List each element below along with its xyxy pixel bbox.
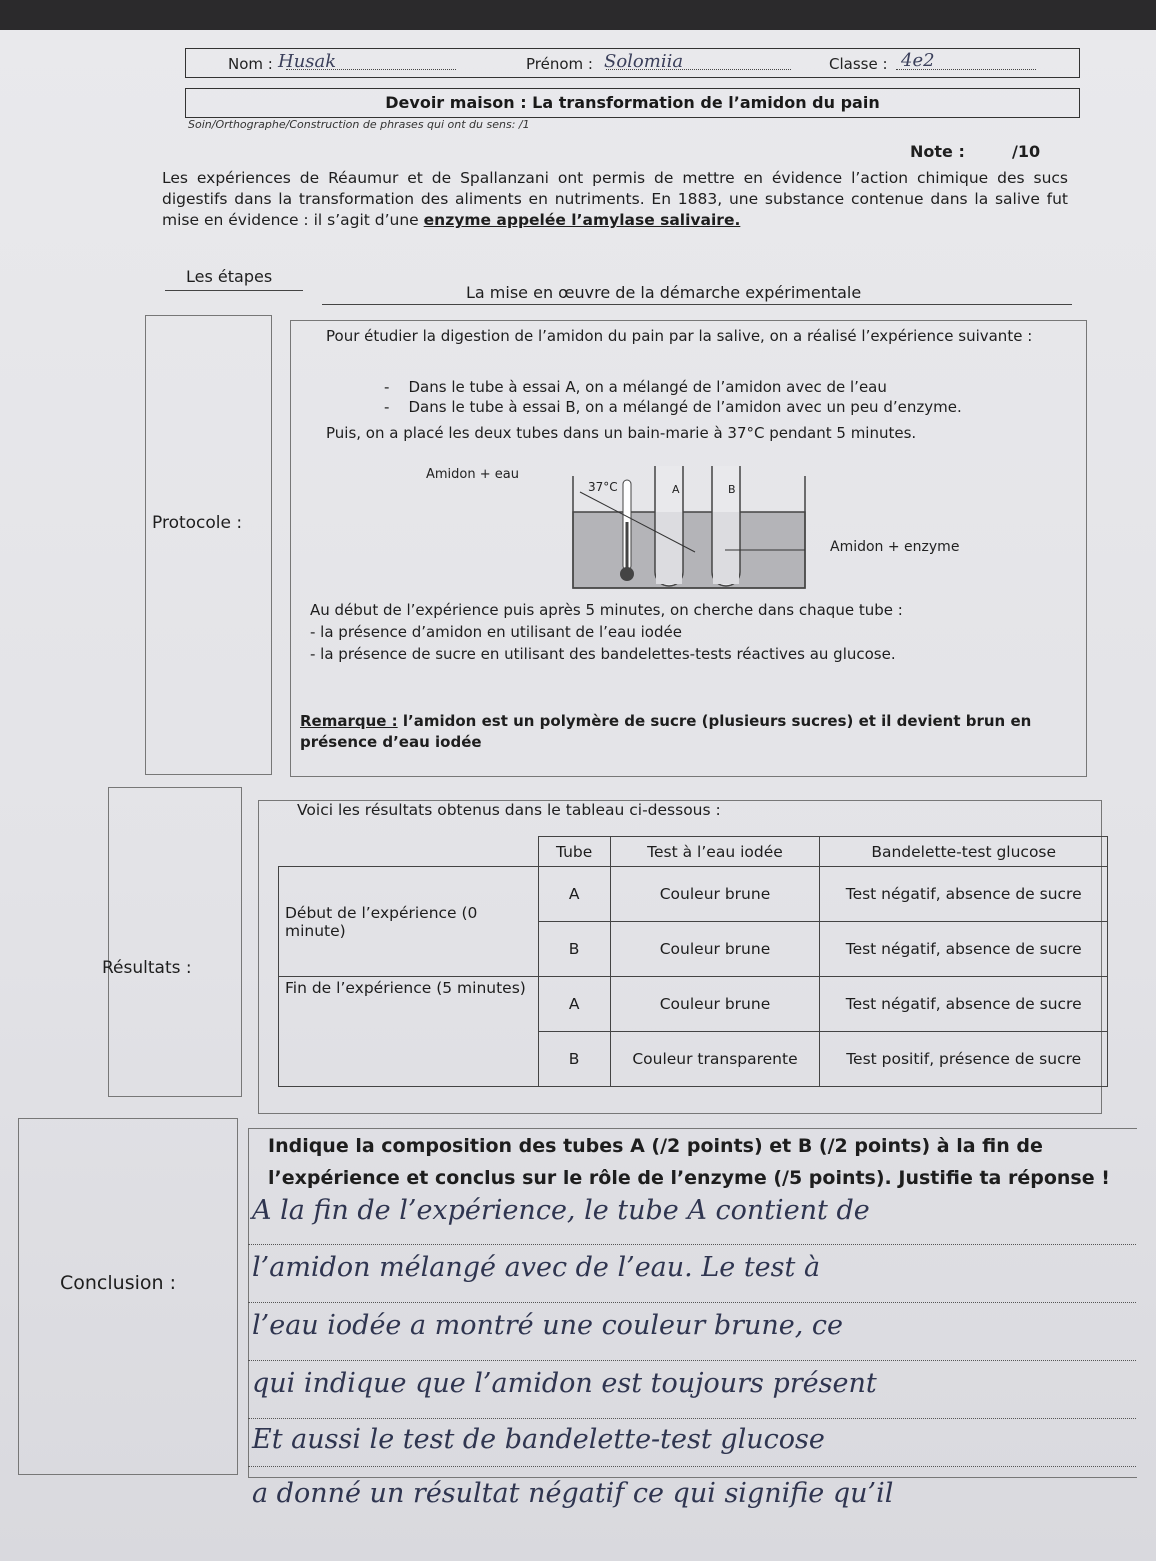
figure-tube-b: B [728,483,736,496]
nom-label: Nom : [228,55,273,73]
student-info-box [185,48,1080,78]
resultats-intro: Voici les résultats obtenus dans le tableau ci-dessous : [297,801,721,819]
answer-line-3: l’eau iodée a montré une couleur brune, ce [252,1310,844,1341]
protocole-intro: Pour étudier la digestion de l’amidon du pain par la salive, on a réalisé l’expérience suivante : [326,327,1033,345]
note-total: /10 [1012,142,1041,161]
answer-line-4: qui indique que l’amidon est toujours présent [252,1368,877,1399]
etapes-header: Les étapes [186,267,273,286]
prenom-value: Solomiia [604,51,684,72]
conclusion-label: Conclusion : [60,1272,176,1294]
classe-value: 4e2 [901,50,935,71]
table-cell: Couleur brune [610,922,820,977]
nom-value: Husak [278,51,337,72]
remark: Remarque : l’amidon est un polymère de sucre (plusieurs sucres) et il devient brun en présence d’eau iodée [300,712,1032,751]
page-title: Devoir maison : La transformation de l’amidon du pain [185,88,1080,118]
phase-start: Début de l’expérience (0 minute) [279,867,539,977]
answer-line-6: a donné un résultat négatif ce qui signifie qu’il [252,1478,894,1509]
answer-line-1: A la fin de l’expérience, le tube A contient de [252,1195,870,1226]
figure-temp: 37°C [588,480,618,494]
table-cell: A [538,867,610,922]
protocole-label: Protocole : [152,513,243,533]
figure-label-left: Amidon + eau [426,467,519,482]
table-cell: B [538,1032,610,1087]
table-cell: Test négatif, absence de sucre [820,977,1108,1032]
table-cell: Test négatif, absence de sucre [820,922,1108,977]
protocole-step-a: - Dans le tube à essai A, on a mélangé de l’amidon avec de l’eau [384,378,887,396]
table-cell: A [538,977,610,1032]
demarche-header: La mise en œuvre de la démarche expérimentale [466,283,862,302]
search-intro: Au début de l’expérience puis après 5 minutes, on cherche dans chaque tube : [310,601,903,619]
note-label: Note : [910,142,965,161]
table-cell: Test positif, présence de sucre [820,1032,1108,1087]
table-cell: Couleur brune [610,867,820,922]
table-cell: Couleur transparente [610,1032,820,1087]
protocole-then: Puis, on a placé les deux tubes dans un bain-marie à 37°C pendant 5 minutes. [326,424,917,442]
results-table [278,836,1108,1087]
answer-line-2: l’amidon mélangé avec de l’eau. Le test à [252,1252,821,1283]
phase-end: Fin de l’expérience (5 minutes) [279,977,539,1087]
intro-emphasis: enzyme appelée l’amylase salivaire. [423,211,741,229]
protocole-step-b: - Dans le tube à essai B, on a mélangé de l’amidon avec un peu d’enzyme. [384,398,962,416]
table-cell: Couleur brune [610,977,820,1032]
col-header-iode: Test à l’eau iodée [610,837,820,867]
classe-label: Classe : [829,55,888,73]
prenom-label: Prénom : [526,55,593,73]
intro-paragraph [162,168,1068,231]
figure-label-right: Amidon + enzyme [830,539,960,555]
resultats-label: Résultats : [102,958,192,978]
answer-line-5: Et aussi le test de bandelette-test glucose [252,1424,825,1455]
figure-tube-a: A [672,483,680,496]
conclusion-question: Indique la composition des tubes A (/2 points) et B (/2 points) à la fin de l’expérience et conclus sur le rôle de l’enzyme (/5 points). Justifie ta réponse ! [268,1135,1110,1189]
search-item-1: - la présence d’amidon en utilisant de l’eau iodée [310,623,682,641]
col-header-glucose: Bandelette-test glucose [820,837,1108,867]
table-cell: B [538,922,610,977]
col-header-tube: Tube [538,837,610,867]
grading-criteria: Soin/Orthographe/Construction de phrases qui ont du sens: /1 [188,118,530,131]
intro-text: Les expériences de Réaumur et de Spallanzani ont permis de mettre en évidence l’action chimique des sucs digestifs dans la transformation des aliments en nutriments. En 1883, une substance contenue dans la salive fut mise en évidence : il s’agit d’une [162,169,1068,229]
table-cell: Test négatif, absence de sucre [820,867,1108,922]
search-item-2: - la présence de sucre en utilisant des bandelettes-tests réactives au glucose. [310,645,896,663]
